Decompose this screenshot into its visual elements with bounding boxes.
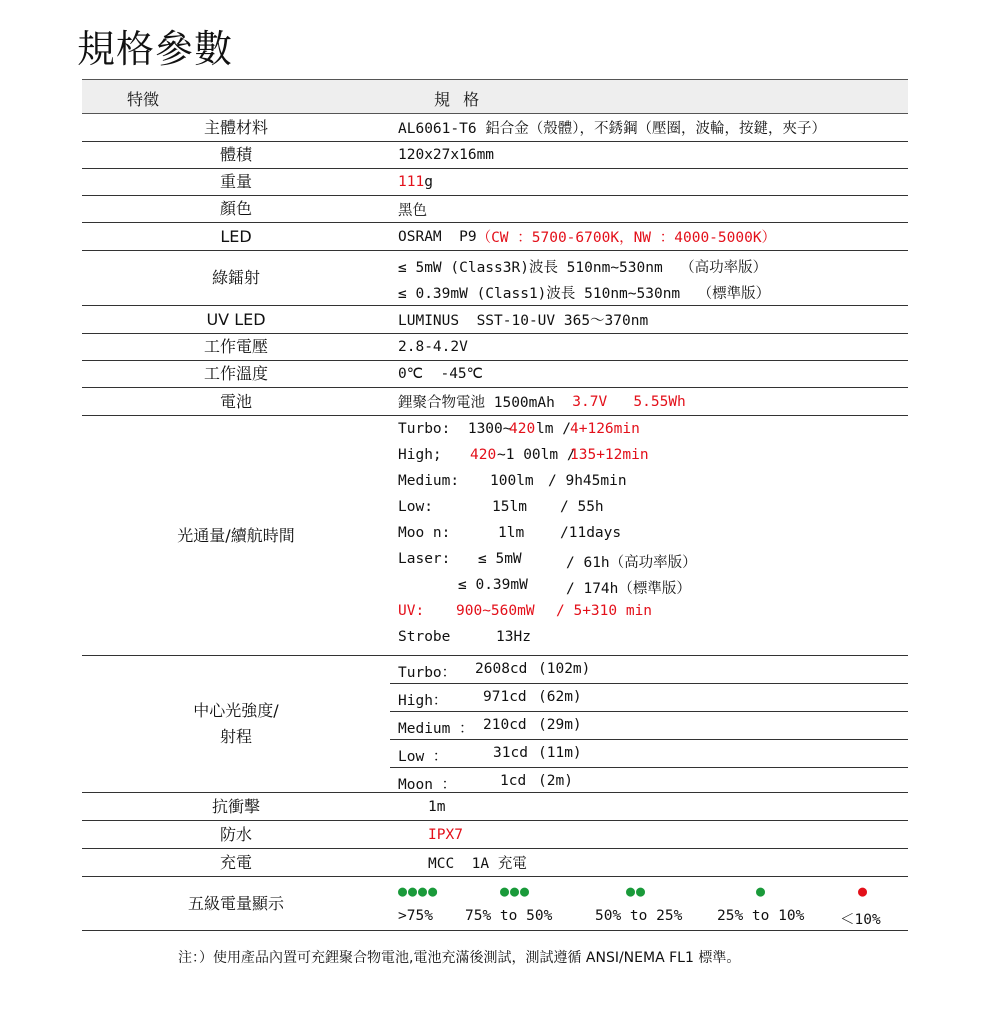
lumens-unit: lm / xyxy=(536,421,580,437)
runtime-line xyxy=(398,520,908,546)
row-battery-levels xyxy=(82,877,908,931)
intensity-line xyxy=(390,684,908,712)
led-model: OSRAM P9 xyxy=(398,228,477,245)
runtime-value: 135+12min xyxy=(570,447,649,463)
battery-levels-line xyxy=(390,903,908,929)
row-waterproof xyxy=(82,821,908,849)
row-label: 主體材料 xyxy=(203,117,268,137)
runtime-value: 4+126min xyxy=(570,421,640,437)
mode-label: Low ： xyxy=(398,749,448,765)
range-value: (11m) xyxy=(538,745,582,761)
row-value xyxy=(390,169,908,195)
mode-label: Strobe xyxy=(398,629,451,645)
row-label: 充電 xyxy=(219,852,252,872)
level-text: 75% to 50% xyxy=(465,908,553,924)
row-weight xyxy=(82,169,908,196)
runtime-value: / 5+310 min xyxy=(556,603,653,619)
runtime-value: /11days xyxy=(560,525,622,541)
footnote: 注：）使用產品內置可充鋰聚合物電池,電池充滿後測試，測試遵循 ANSI/NEMA FL1 標準。 xyxy=(178,950,741,966)
candela-value: 31cd xyxy=(493,745,528,761)
candela-value: 210cd xyxy=(483,717,527,733)
range-value: (102m) xyxy=(538,661,591,677)
battery-dots-2: ●● xyxy=(626,882,647,900)
battery-type: 鋰聚合物電池 1500mAh xyxy=(398,395,555,411)
runtime-line xyxy=(398,416,908,442)
row-label: 工作溫度 xyxy=(203,364,268,383)
lumens-value: ≤ 5mW xyxy=(478,551,522,567)
row-label: 抗衝擊 xyxy=(211,796,260,816)
runtime-value: / 174h（標準版） xyxy=(566,581,691,597)
level-text: 25% to 10% xyxy=(717,908,805,924)
runtime-value: / 9h45min xyxy=(548,473,627,489)
runtime-line xyxy=(398,494,908,520)
mode-label: Medium: xyxy=(398,473,460,489)
battery-rating: 3.7V 5.55Wh xyxy=(554,393,686,410)
mode-label: Low: xyxy=(398,499,433,515)
mode-label: Medium ： xyxy=(398,721,474,737)
row-label: 顏色 xyxy=(219,199,252,218)
lumens-value: 15lm xyxy=(492,499,527,515)
mode-label: Moon ： xyxy=(398,777,457,793)
intensity-line xyxy=(390,740,908,768)
battery-dots-low: ● xyxy=(858,882,869,900)
lumens-value: ≤ 0.39mW xyxy=(458,577,528,593)
row-impact xyxy=(82,793,908,821)
mode-label: High： xyxy=(398,693,448,709)
row-intensity xyxy=(82,656,908,793)
battery-dots-3: ●●● xyxy=(500,882,531,900)
range-value: (29m) xyxy=(538,717,582,733)
laser-line xyxy=(398,277,908,303)
row-green-laser xyxy=(82,251,908,306)
weight-unit: g xyxy=(424,174,433,190)
row-led xyxy=(82,223,908,251)
level-text: 50% to 25% xyxy=(595,908,683,924)
row-label: 體積 xyxy=(219,145,252,164)
intensity-line xyxy=(390,768,908,795)
intensity-line xyxy=(390,712,908,740)
range-value: (2m) xyxy=(538,773,573,789)
row-volume xyxy=(82,142,908,169)
laser-line-text: ≤ 0.39mW (Class1)波長 510nm~530nm （標準版） xyxy=(398,286,771,302)
candela-value: 1cd xyxy=(500,773,527,789)
intensity-values xyxy=(390,656,908,792)
row-label: 電池 xyxy=(219,391,252,411)
battery-dots-1: ● xyxy=(756,882,767,900)
row-value: 2.8-4.2V xyxy=(398,339,468,355)
mode-label: UV: xyxy=(398,603,425,619)
row-value: 1m xyxy=(428,798,446,815)
mode-label: Turbo: 1300~ xyxy=(398,421,512,437)
led-cct: （CW ：5700-6700K，NW ：4000-5000K） xyxy=(476,230,777,246)
row-value: IPX7 xyxy=(428,826,463,843)
table-header xyxy=(82,79,908,114)
runtime-line xyxy=(398,546,908,572)
row-material xyxy=(82,114,908,142)
row-label: 防水 xyxy=(219,824,252,844)
battery-level-values xyxy=(390,877,908,930)
header-spec: 規 格 xyxy=(434,90,484,109)
lumens-value: 13Hz xyxy=(496,629,531,645)
lumens-unit: ~1 00lm / xyxy=(497,447,585,463)
row-label: 中心光強度/ 射程 xyxy=(193,701,279,746)
range-value: (62m) xyxy=(538,689,582,705)
runtime-value: / 61h（高功率版） xyxy=(566,555,697,571)
level-text: ＜10% xyxy=(840,912,881,928)
row-value: LUMINUS SST-10-UV 365～370nm xyxy=(398,313,649,329)
mode-label: Moo n: xyxy=(398,525,451,541)
runtime-line xyxy=(398,624,908,650)
laser-line-text: ≤ 5mW (Class3R)波長 510nm~530nm （高功率版） xyxy=(398,260,768,276)
row-value: 0℃ -45℃ xyxy=(398,366,483,382)
laser-line xyxy=(398,251,908,277)
runtime-values xyxy=(390,416,908,655)
row-charging xyxy=(82,849,908,877)
row-temperature xyxy=(82,361,908,388)
page-title: 規格參數 xyxy=(77,27,234,71)
battery-dots-4: ●●●● xyxy=(398,882,439,900)
runtime-value: / 55h xyxy=(560,499,604,515)
row-label: UV LED xyxy=(206,309,266,329)
row-value: 黑色 xyxy=(398,202,427,219)
row-battery xyxy=(82,388,908,416)
candela-value: 971cd xyxy=(483,689,527,705)
row-value xyxy=(390,223,908,250)
mode-label: Laser: xyxy=(398,551,451,567)
runtime-line xyxy=(398,598,908,624)
level-text: >75% xyxy=(398,908,433,924)
candela-value: 2608cd xyxy=(475,661,528,677)
lumens-value: 900~560mW xyxy=(456,603,535,619)
row-runtime xyxy=(82,416,908,656)
row-value: AL6061-T6 鋁合金（殼體），不銹鋼（壓圈，波輪，按鍵，夾子） xyxy=(398,121,827,137)
lumens-value: 420 xyxy=(509,421,536,437)
row-label: LED xyxy=(220,226,252,246)
row-label: 光通量/續航時間 xyxy=(177,525,295,545)
battery-dots-line xyxy=(390,877,908,903)
green-laser-values xyxy=(390,251,908,305)
intensity-line xyxy=(390,656,908,684)
runtime-line xyxy=(398,572,908,598)
spec-table xyxy=(82,79,908,931)
weight-value: 111 xyxy=(398,174,425,190)
lumens-value: 100lm xyxy=(490,473,534,489)
row-value: 120x27x16mm xyxy=(398,147,495,163)
row-label: 綠鐳射 xyxy=(211,268,260,287)
row-label: 五級電量顯示 xyxy=(187,893,284,913)
row-uv-led xyxy=(82,306,908,334)
row-voltage xyxy=(82,334,908,361)
row-value xyxy=(390,388,908,415)
header-feature: 特徵 xyxy=(127,90,160,109)
row-value: MCC 1A 充電 xyxy=(428,856,527,872)
row-color xyxy=(82,196,908,223)
mode-label: High; xyxy=(398,447,442,463)
row-label: 重量 xyxy=(219,172,252,191)
mode-label: Turbo： xyxy=(398,665,457,681)
row-label: 工作電壓 xyxy=(203,337,268,356)
runtime-line xyxy=(398,468,908,494)
lumens-value: 1lm xyxy=(498,525,525,541)
runtime-line xyxy=(398,442,908,468)
lumens-value: 420 xyxy=(470,447,497,463)
